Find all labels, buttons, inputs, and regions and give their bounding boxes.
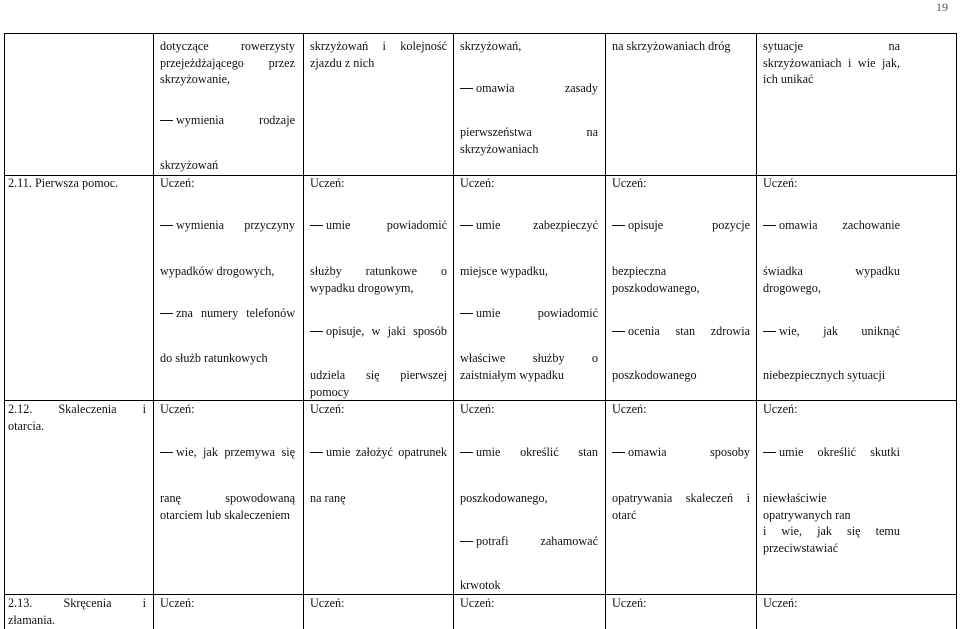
- uczen-label: Uczeń:: [160, 402, 195, 416]
- text-line: dotyczące rowerzysty: [160, 39, 295, 53]
- text-line: poszkodowanego,: [460, 491, 548, 505]
- text-line: zjazdu z nich: [310, 55, 375, 70]
- top-c3-text: skrzyżowań,: [460, 39, 522, 53]
- text-line: umie określić skutki: [779, 445, 900, 459]
- top-c4-text: na skrzyżowaniach dróg: [612, 39, 731, 53]
- otarcia-row1-c1: [160, 444, 295, 461]
- text-line: otarcia.: [8, 418, 45, 433]
- dash-marker: [160, 452, 173, 453]
- top-c1-dash-item: [160, 112, 295, 129]
- text-line: niebezpiecznych sytuacji: [763, 368, 886, 382]
- text-line: ocenia stan zdrowia: [628, 324, 750, 338]
- pomoc-row4-c1: [160, 350, 295, 367]
- uczen-label: Uczeń:: [310, 176, 345, 190]
- top-c1-tail: skrzyżowań: [160, 158, 219, 172]
- uczen-label: Uczeń:: [612, 176, 647, 190]
- pomoc-row2-c5: [763, 263, 900, 296]
- text-line: na ranę: [310, 491, 346, 505]
- pomoc-row1-c2: [310, 217, 447, 234]
- top-c2-text: [310, 38, 447, 71]
- text-line: sytuacje na: [763, 39, 900, 53]
- text-line: umie powiadomić: [476, 306, 598, 320]
- pomoc-row3-c3: [460, 305, 598, 322]
- column-divider: [453, 33, 454, 629]
- dash-marker: [460, 452, 473, 453]
- text-line: umie powiadomić: [326, 218, 447, 232]
- uczen-label: Uczeń:: [160, 596, 195, 610]
- dash-marker: [160, 120, 173, 121]
- uczen-label: Uczeń:: [310, 596, 345, 610]
- column-divider: [756, 33, 757, 629]
- otarcia-row2-c1: [160, 490, 295, 523]
- dash-marker: [310, 452, 323, 453]
- uczen-label: Uczeń:: [763, 176, 798, 190]
- dash-marker: [612, 452, 625, 453]
- text-line: wymienia przyczyny: [176, 218, 295, 232]
- uczen-label: Uczeń:: [460, 402, 495, 416]
- uczen-label: Uczeń:: [763, 596, 798, 610]
- pomoc-row3-c2: [310, 323, 447, 340]
- text-line: skrzyżowanie,: [160, 72, 231, 86]
- text-line: umie założyć opatrunek: [326, 445, 447, 459]
- dash-marker: [160, 313, 173, 314]
- text-line: ranę spowodowaną: [160, 491, 295, 505]
- text-line: opatrywania skaleczeń i: [612, 491, 750, 505]
- text-line: niewłaściwie: [763, 491, 827, 505]
- page-number: 19: [936, 0, 948, 14]
- pomoc-row4-c5: [763, 367, 900, 384]
- text-line: omawia zachowanie: [779, 218, 900, 232]
- pomoc-row2-c3: [460, 263, 598, 280]
- otarcia-c3-dash-item: [460, 533, 598, 550]
- text-line: skrzyżowań i kolejność: [310, 39, 447, 53]
- pomoc-row4-c4: [612, 367, 750, 384]
- text-line: wymienia rodzaje: [176, 113, 295, 127]
- dash-marker: [763, 225, 776, 226]
- top-c5-text: [763, 38, 900, 88]
- text-line: wie, jak przemywa się: [176, 445, 295, 459]
- text-line: miejsce wypadku,: [460, 264, 548, 278]
- text-line: przejeżdżającego przez: [160, 55, 295, 70]
- otarcia-row2-c5: [763, 490, 900, 556]
- dash-marker: [460, 225, 473, 226]
- text-line: złamania.: [8, 612, 56, 627]
- text-line: poszkodowanego,: [612, 280, 700, 295]
- text-line: skrzyżowaniach: [460, 141, 539, 156]
- pomoc-row2-c4: [612, 263, 750, 296]
- uczen-label: Uczeń:: [160, 176, 195, 190]
- dash-marker: [310, 225, 323, 226]
- table-top-border: [4, 33, 957, 34]
- pomoc-row1-c4: [612, 217, 750, 234]
- text-line: bezpieczna: [612, 264, 667, 278]
- dash-marker: [460, 313, 473, 314]
- pomoc-row4-c3: [460, 350, 598, 383]
- text-line: i wie, jak się temu: [763, 524, 900, 538]
- pomoc-row3-c5: [763, 323, 900, 340]
- otarcia-row1-c5: [763, 444, 900, 461]
- pomoc-row3-c4: [612, 323, 750, 340]
- otarcia-row1-c2: [310, 444, 447, 461]
- uczen-label: Uczeń:: [310, 402, 345, 416]
- text-line: zna numery telefonów: [176, 306, 295, 320]
- text-line: umie określić stan: [476, 445, 598, 459]
- otarcia-row1-c4: [612, 444, 750, 461]
- text-line: do służb ratunkowych: [160, 351, 268, 365]
- pomoc-row4-c2: [310, 367, 447, 400]
- otarcia-row2-c3: [460, 490, 598, 507]
- otarcia-row2-c4: [612, 490, 750, 523]
- dash-marker: [460, 88, 473, 89]
- table-left-border: [4, 33, 5, 629]
- text-line: opisuje, w jaki sposób: [326, 324, 447, 338]
- text-line: pomocy: [310, 384, 350, 399]
- dash-marker: [310, 331, 323, 332]
- dash-marker: [763, 452, 776, 453]
- text-line: potrafi zahamować: [476, 534, 598, 548]
- text-line: drogowego,: [763, 280, 821, 295]
- text-line: służby ratunkowe o: [310, 264, 447, 278]
- pomoc-row2-c2: [310, 263, 447, 296]
- text-line: świadka wypadku: [763, 264, 900, 278]
- column-divider: [605, 33, 606, 629]
- top-c1-text: [160, 38, 295, 88]
- text-line: ich unikać: [763, 72, 814, 86]
- otarcia-row1-c3: [460, 444, 598, 461]
- top-c3-tail: [460, 124, 598, 157]
- otarcia-c3-tail: krwotok: [460, 578, 501, 592]
- pomoc-row3-c1: [160, 305, 295, 322]
- text-line: otarciem lub skaleczeniem: [160, 507, 290, 522]
- text-line: udziela się pierwszej: [310, 368, 447, 382]
- text-line: opatrywanych ran: [763, 507, 851, 522]
- text-line: właściwe służby o: [460, 351, 598, 365]
- column-divider: [153, 33, 154, 629]
- dash-marker: [612, 225, 625, 226]
- text-line: zaistniałym wypadku: [460, 367, 564, 382]
- text-line: 2.12. Skaleczenia i: [8, 402, 146, 416]
- text-line: przeciwstawiać: [763, 540, 839, 555]
- uczen-label: Uczeń:: [460, 176, 495, 190]
- pomoc-row1-c1: [160, 217, 295, 234]
- uczen-label: Uczeń:: [460, 596, 495, 610]
- dash-marker: [460, 541, 473, 542]
- section-title: [8, 401, 146, 434]
- text-line: skrzyżowaniach i wie jak,: [763, 55, 900, 70]
- uczen-label: Uczeń:: [763, 402, 798, 416]
- text-line: wypadku drogowym,: [310, 280, 414, 295]
- table-right-border: [956, 33, 957, 629]
- section-title: 2.11. Pierwsza pomoc.: [8, 176, 119, 190]
- column-divider: [303, 33, 304, 629]
- text-line: omawia sposoby: [628, 445, 750, 459]
- dash-marker: [160, 225, 173, 226]
- text-line: pierwszeństwa na: [460, 125, 598, 139]
- text-line: wypadków drogowych,: [160, 264, 275, 278]
- pomoc-row1-c3: [460, 217, 598, 234]
- section-title: [8, 595, 146, 628]
- uczen-label: Uczeń:: [612, 402, 647, 416]
- text-line: wie, jak uniknąć: [779, 324, 900, 338]
- pomoc-row1-c5: [763, 217, 900, 234]
- pomoc-row2-c1: [160, 263, 295, 280]
- uczen-label: Uczeń:: [612, 596, 647, 610]
- text-line: umie zabezpieczyć: [476, 218, 598, 232]
- text-line: 2.13. Skręcenia i: [8, 596, 146, 610]
- text-line: otarć: [612, 507, 637, 522]
- dash-marker: [763, 331, 776, 332]
- text-line: opisuje pozycje: [628, 218, 750, 232]
- otarcia-row2-c2: [310, 490, 447, 507]
- top-c3-dash-item: [460, 80, 598, 97]
- text-line: poszkodowanego: [612, 368, 697, 382]
- dash-marker: [612, 331, 625, 332]
- text-line: omawia zasady: [476, 81, 598, 95]
